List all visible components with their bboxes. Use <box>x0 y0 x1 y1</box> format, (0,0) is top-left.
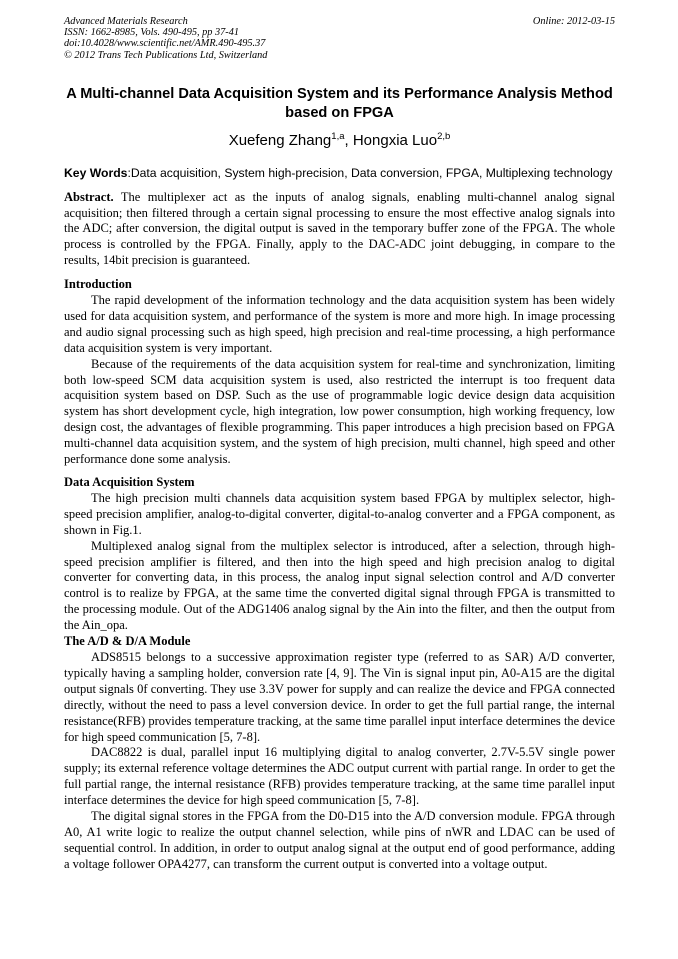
author-separator: , <box>344 131 353 149</box>
keywords-label: Key Words <box>64 165 128 180</box>
issn-line: ISSN: 1662-8985, Vols. 490-495, pp 37-41 <box>64 27 240 39</box>
section-heading-data-acquisition-system: Data Acquisition System <box>64 475 195 490</box>
online-date: Online: 2012-03-15 <box>532 16 615 27</box>
keywords <box>64 166 615 182</box>
author-1-affiliation: 1,a <box>331 130 345 142</box>
author-1-name: Xuefeng Zhang <box>228 131 332 149</box>
abstract-text: The multiplexer act as the inputs of analog signals, enabling multi-channel analog signal acquisition; then filtered through a certain signal processing to ensure the most effective analog signals into the ADC; after conversion, the digital output is saved in the temporary buffer zone of the FPGA. The whole process is controlled by the FPGA. Finally, apply to the DAC-ADC joint debugging, in compare to the results, 14bit precision is guaranteed. <box>64 189 615 268</box>
paragraph: ADS8515 belongs to a successive approximation register type (referred to as SAR) A/D converter, typically having a sampling holder, conversion rate [4, 9]. The Vin is signal input pin, A0-A15 are the digital output signals 0f converting. They use 3.3V power for supply and can realize the device and FPGA connected directly, without the need to pass a level conversion device. In order to get the full partial range, the internal resistance(RFB) provides temperature tracking, at the same time parallel input interface determines the device for high speed communication [5, 7-8]. <box>64 649 615 744</box>
paragraph: The digital signal stores in the FPGA from the D0-D15 into the A/D conversion module. FPGA through A0, A1 write logic to realize the output channel selection, while pins of nWR and LDAC can be used of sequential control. In addition, in order to output analog signal at the output end of good performance, adding a voltage follower OPA4277, can transform the current output is converted into a voltage output. <box>64 809 615 871</box>
paragraph: DAC8822 is dual, parallel input 16 multiplying digital to analog converter, 2.7V-5.5V single power supply; its external reference voltage determines the ADC output current with partial range. In order to get the full partial range, the internal resistance (RFB) provides temperature tracking, at the same time parallel input interface determines the device for high speed communication [5, 7-8]. <box>64 745 615 808</box>
section-heading-ad-da-module: The A/D & D/A Module <box>64 634 191 649</box>
paragraph: The high precision multi channels data acquisition system based FPGA by multiplex selector, high-speed precision amplifier, analog-to-digital converter, digital-to-analog converter and a FPGA component, as shown in Fig.1. <box>64 490 615 537</box>
author-line <box>64 131 615 151</box>
copyright-line: © 2012 Trans Tech Publications Ltd, Switzerland <box>64 49 268 61</box>
paper-title: A Multi-channel Data Acquisition System and its Performance Analysis Method based on FPGA <box>66 85 613 121</box>
section-heading-introduction: Introduction <box>64 277 132 292</box>
paper-page <box>64 16 615 873</box>
paragraph: Because of the requirements of the data acquisition system for real-time and synchronization, limiting both low-speed SCM data acquisition system is used, also restricted the interrupt is too frequent data acquisition system based on DSP. Such as the use of programmable logic device design data acquisition system has short development cycle, high integration, low power consumption, high working frequency, low design cost, the advantages of flexible programming. This paper introduces a high precision based on FPGA multi-channel data acquisition system, and the system of high precision, multi channel, high speed and other performance done some analysis. <box>64 356 615 467</box>
paragraph: Multiplexed analog signal from the multiplex selector is introduced, after a selection, through high-speed precision amplifier is filtered, and then into the high speed and high precision analog to digital converter for converting data, in this process, the analog input signal selection control and A/D converter control is to realize by FPGA, at the same time the converted digital signal through FPGA is transmitted to the processing module. Out of the ADG1406 analog signal by the Ain into the filter, and then the output from the Ain_opa. <box>64 538 615 633</box>
doi-line: doi:10.4028/www.scientific.net/AMR.490-495.37 <box>64 38 266 50</box>
abstract-label: Abstract. <box>64 189 114 204</box>
author-2-affiliation: 2,b <box>437 130 451 142</box>
abstract <box>64 190 615 270</box>
journal-header <box>64 16 615 61</box>
journal-name: Advanced Materials Research <box>64 16 188 27</box>
keywords-text: :Data acquisition, System high-precision, Data conversion, FPGA, Multiplexing technology <box>127 165 613 180</box>
author-2-name: Hongxia Luo <box>352 131 438 149</box>
paragraph: The rapid development of the information technology and the data acquisition system has been widely used for data acquisition system, and performance of the system is more and more high. In image processing and audio signal processing such as high speed, high precision and real-time processing, a high performance data acquisition system is very important. <box>64 293 615 355</box>
